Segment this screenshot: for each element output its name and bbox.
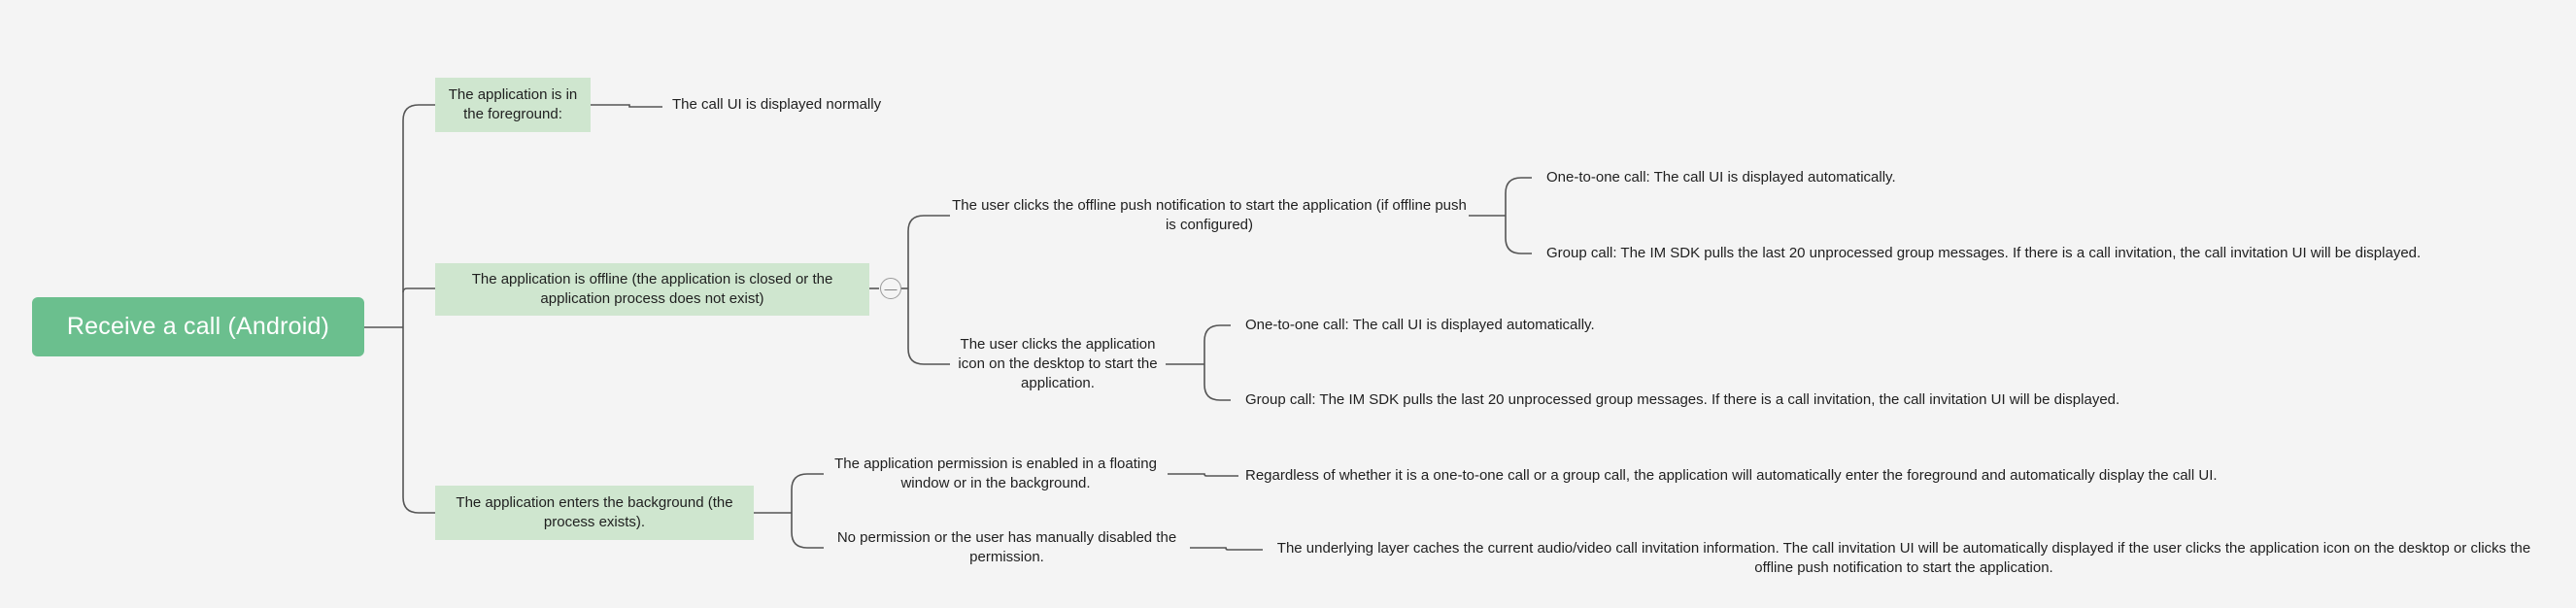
background-no-permission-leaf-label: The underlying layer caches the current audio/video call invitation information. The call invitation UI will be automatically displayed if the user clicks the application icon on the desktop or clicks the offline push notification to start the application. [1276, 540, 2531, 576]
background-no-permission-label: No permission or the user has manually disabled the permission. [836, 529, 1177, 565]
offline-push-group-label: Group call: The IM SDK pulls the last 20 unprocessed group messages. If there is a call invitation, the call invitation UI will be displayed. [1546, 245, 2422, 261]
background-permission-node[interactable] [824, 452, 1168, 496]
background-no-permission-node[interactable] [824, 525, 1190, 570]
offline-icon-one-to-one-label: One-to-one call: The call UI is displayed automatically. [1245, 317, 1595, 333]
branch-background[interactable] [435, 486, 754, 540]
offline-push-one-to-one[interactable] [1546, 167, 1896, 188]
background-permission-label: The application permission is enabled in a floating window or in the background. [834, 456, 1157, 491]
offline-icon-one-to-one[interactable] [1245, 315, 1595, 336]
offline-push-label: The user clicks the offline push notification to start the application (if offline push is configured) [952, 197, 1467, 233]
branch-background-label: The application enters the background (the process exists). [456, 494, 733, 530]
offline-icon-group[interactable] [1245, 389, 2119, 411]
collapse-toggle-icon[interactable] [880, 278, 901, 299]
branch-foreground-label: The application is in the foreground: [448, 86, 578, 122]
offline-push-node[interactable] [950, 193, 1469, 238]
branch-offline[interactable] [435, 263, 869, 316]
background-no-permission-leaf[interactable] [1263, 536, 2545, 581]
background-permission-leaf[interactable] [1245, 465, 2218, 487]
leaf-foreground-call-ui-label: The call UI is displayed normally [672, 96, 882, 113]
branch-foreground[interactable] [435, 78, 591, 132]
leaf-foreground-call-ui[interactable] [672, 94, 881, 116]
root-node[interactable] [32, 297, 364, 356]
background-permission-leaf-label: Regardless of whether it is a one-to-one call or a group call, the application will automatically enter the foreground and automatically display the call UI. [1245, 467, 2218, 484]
branch-offline-label: The application is offline (the application is closed or the application process does not exist) [471, 271, 833, 307]
offline-icon-label: The user clicks the application icon on the desktop to start the application. [958, 336, 1158, 391]
offline-push-one-to-one-label: One-to-one call: The call UI is displayed automatically. [1546, 169, 1896, 186]
offline-icon-node[interactable] [950, 334, 1166, 394]
root-label: Receive a call (Android) [66, 313, 330, 340]
offline-push-group[interactable] [1546, 243, 2421, 264]
offline-icon-group-label: Group call: The IM SDK pulls the last 20 unprocessed group messages. If there is a call invitation, the call invitation UI will be displayed. [1245, 391, 2120, 408]
collapse-symbol: — [884, 281, 898, 296]
